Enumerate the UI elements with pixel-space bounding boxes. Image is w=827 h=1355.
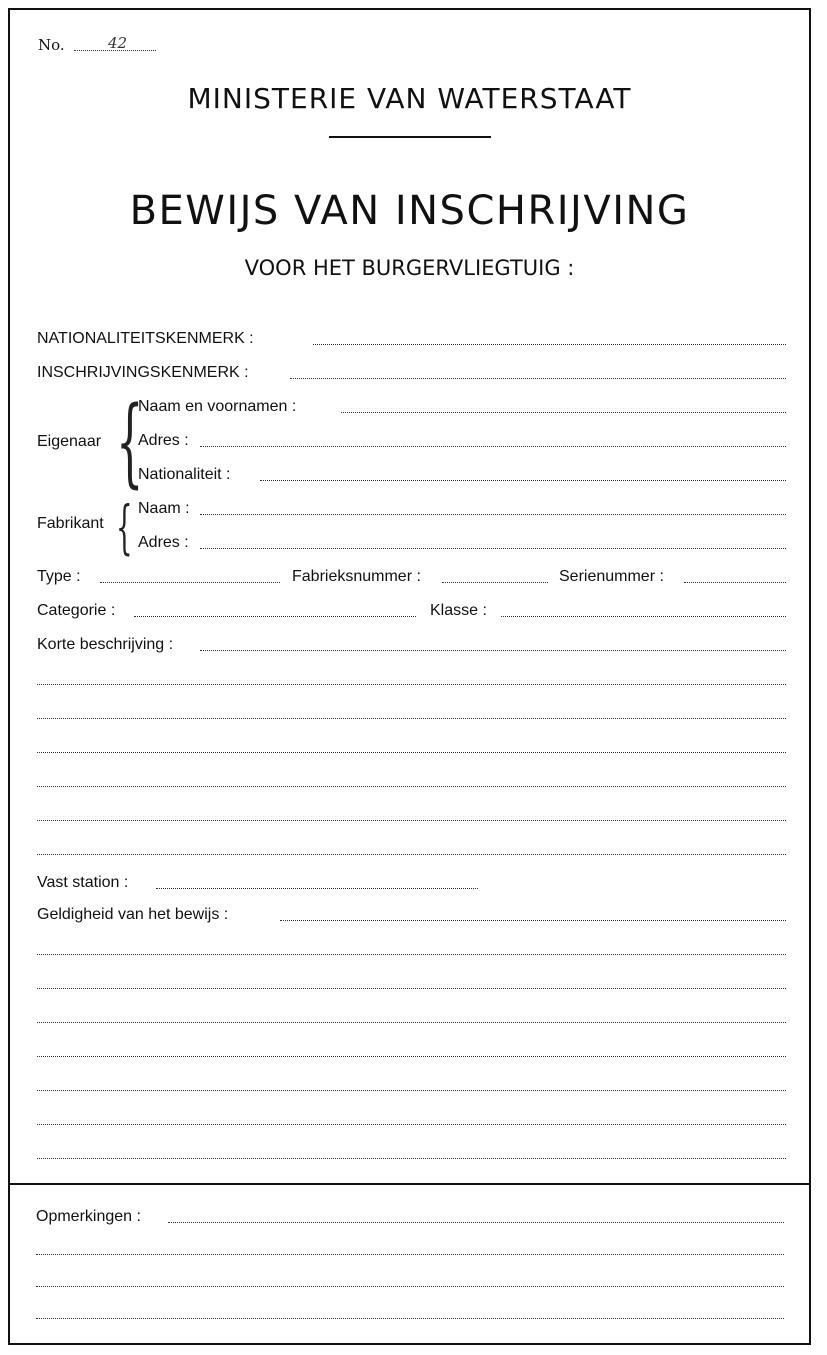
opmerkingen-label: Opmerkingen : xyxy=(36,1208,141,1225)
section-divider xyxy=(8,1183,811,1185)
opmerkingen-extra-line xyxy=(36,1254,784,1255)
korte-beschrijving-label: Korte beschrijving : xyxy=(37,636,174,653)
fabrikant-naam-line xyxy=(200,514,786,515)
fabrikant-adres-line xyxy=(200,548,786,549)
eigenaar-naam-label: Naam en voornamen : xyxy=(138,398,297,415)
klasse-label: Klasse : xyxy=(430,602,487,619)
eigenaar-nationaliteit-line xyxy=(260,480,786,481)
geldigheid-extra-line xyxy=(37,954,786,955)
geldigheid-extra-line xyxy=(37,1022,786,1023)
description-line xyxy=(37,684,786,685)
klasse-line xyxy=(501,616,786,617)
eigenaar-adres-label: Adres : xyxy=(138,432,189,449)
document-subtitle: VOOR HET BURGERVLIEGTUIG : xyxy=(244,256,575,280)
inschrijvingskenmerk-label: INSCHRIJVINGSKENMERK : xyxy=(37,364,249,381)
vast-station-line xyxy=(156,888,478,889)
serienummer-label: Serienummer : xyxy=(559,568,664,585)
document-title: BEWIJS VAN INSCHRIJVING xyxy=(129,188,690,234)
eigenaar-adres-line xyxy=(200,446,786,447)
eigenaar-nationaliteit-label: Nationaliteit : xyxy=(138,466,231,483)
eigenaar-naam-line xyxy=(341,412,786,413)
geldigheid-extra-line xyxy=(37,988,786,989)
fabrikant-naam-label: Naam : xyxy=(138,500,190,517)
fabrikant-brace: { xyxy=(116,493,133,561)
korte-beschrijving-line xyxy=(200,650,786,651)
number-value: 42 xyxy=(108,34,128,52)
nationaliteitskenmerk-line xyxy=(313,344,786,345)
inschrijvingskenmerk-line xyxy=(290,378,786,379)
description-line xyxy=(37,786,786,787)
geldigheid-extra-line xyxy=(37,1056,786,1057)
description-line xyxy=(37,752,786,753)
type-label: Type : xyxy=(37,568,81,585)
ministry-heading: MINISTERIE VAN WATERSTAAT xyxy=(187,82,632,115)
geldigheid-extra-line xyxy=(37,1124,786,1125)
fabrieksnummer-line xyxy=(442,582,548,583)
fabrikant-label: Fabrikant xyxy=(37,515,104,532)
form-content xyxy=(8,8,811,1345)
description-line xyxy=(37,820,786,821)
geldigheid-label: Geldigheid van het bewijs : xyxy=(37,906,229,923)
categorie-line xyxy=(134,616,416,617)
fabrieksnummer-label: Fabrieksnummer : xyxy=(292,568,421,585)
nationaliteitskenmerk-label: NATIONALITEITSKENMERK : xyxy=(37,330,254,347)
opmerkingen-extra-line xyxy=(36,1286,784,1287)
eigenaar-label: Eigenaar xyxy=(37,433,102,450)
serienummer-line xyxy=(684,582,786,583)
description-line xyxy=(37,718,786,719)
heading-rule xyxy=(329,136,491,138)
geldigheid-line xyxy=(280,920,786,921)
opmerkingen-extra-line xyxy=(36,1318,784,1319)
categorie-label: Categorie : xyxy=(37,602,116,619)
type-line xyxy=(100,582,280,583)
opmerkingen-line xyxy=(168,1222,784,1223)
description-line xyxy=(37,854,786,855)
eigenaar-brace: { xyxy=(116,386,144,498)
vast-station-label: Vast station : xyxy=(37,874,129,891)
number-label: No. xyxy=(38,36,65,54)
fabrikant-adres-label: Adres : xyxy=(138,534,189,551)
geldigheid-extra-line xyxy=(37,1090,786,1091)
geldigheid-extra-line xyxy=(37,1158,786,1159)
